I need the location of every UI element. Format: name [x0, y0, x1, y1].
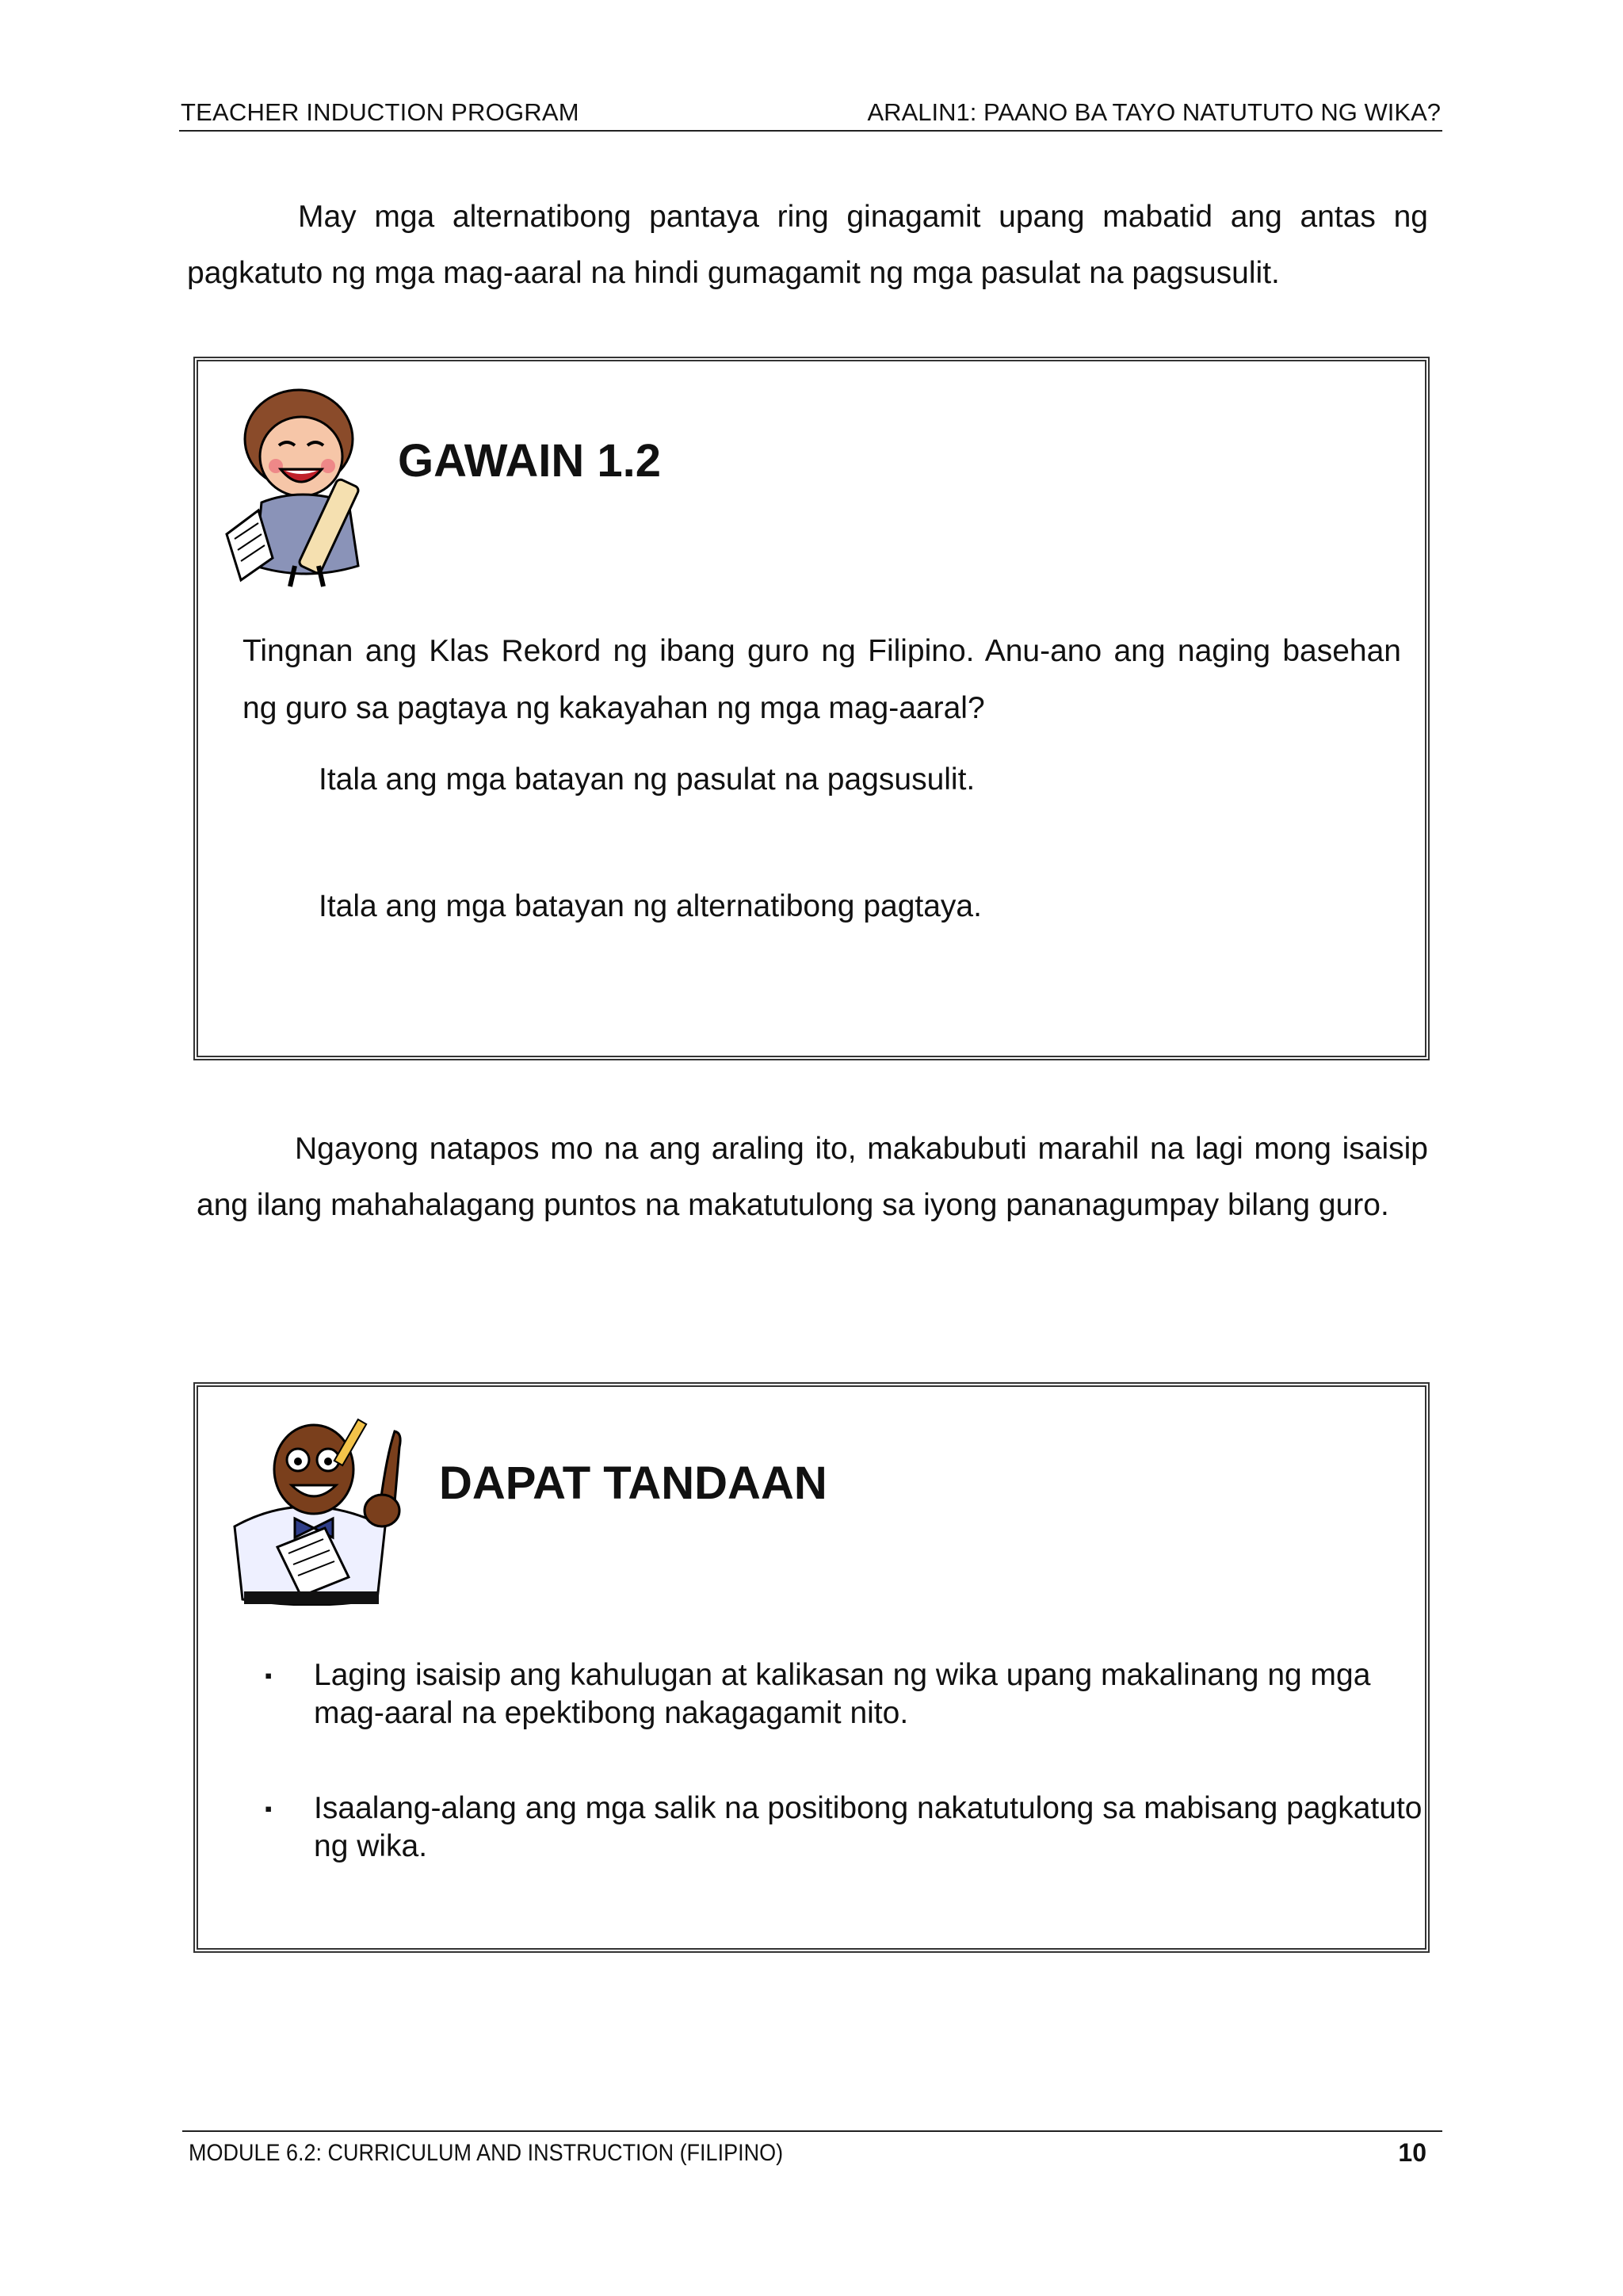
- remember-bullet-text: Laging isaisip ang kahulugan at kalikasan ng wika upang makalinang ng mga mag-aaral na epektibong nakagagamit nito.: [314, 1658, 1371, 1730]
- closing-paragraph: Ngayong natapos mo na ang araling ito, makabubuti marahil na lagi mong isaisip ang ilang mahahalagang puntos na makatutulong sa iyong pananagumpay bilang guro.: [197, 1132, 1428, 1222]
- activity-instruction: Tingnan ang Klas Rekord ng ibang guro ng Filipino. Anu-ano ang naging basehan ng guro sa pagtaya ng kakayahan ng mga mag-aaral?: [242, 634, 1401, 725]
- page-header: [179, 94, 1442, 132]
- remember-bullet: [265, 1790, 1438, 1877]
- activity-title: GAWAIN 1.2: [398, 435, 661, 487]
- header-lesson-title: ARALIN1: PAANO BA TAYO NATUTUTO NG WIKA?: [867, 98, 1441, 126]
- square-bullet-icon: ▪: [265, 1797, 273, 1820]
- remember-bullet-text: Isaalang-alang ang mga salik na positibong nakatutulong sa mabisang pagkatuto ng wika.: [314, 1791, 1423, 1863]
- activity-item: Itala ang mga batayan ng pasulat na pagsusulit.: [319, 762, 976, 797]
- teacher-pointing-clipart: [212, 1408, 420, 1606]
- intro-paragraph: May mga alternatibong pantaya ring ginagamit upang mabatid ang antas ng pagkatuto ng mga mag-aaral na hindi gumagamit ng mga pasulat na pagsusulit.: [187, 200, 1428, 290]
- remember-title: DAPAT TANDAAN: [439, 1457, 827, 1509]
- page-number: 10: [1398, 2138, 1426, 2167]
- remember-bullet: [265, 1656, 1438, 1744]
- woman-with-pencil-clipart: [223, 384, 390, 591]
- activity-item: Itala ang mga batayan ng alternatibong pagtaya.: [319, 889, 982, 923]
- square-bullet-icon: ▪: [265, 1664, 273, 1687]
- footer-module-title: MODULE 6.2: CURRICULUM AND INSTRUCTION (FILIPINO): [189, 2140, 784, 2166]
- page-footer: [182, 2130, 1442, 2172]
- header-program-title: TEACHER INDUCTION PROGRAM: [181, 98, 579, 126]
